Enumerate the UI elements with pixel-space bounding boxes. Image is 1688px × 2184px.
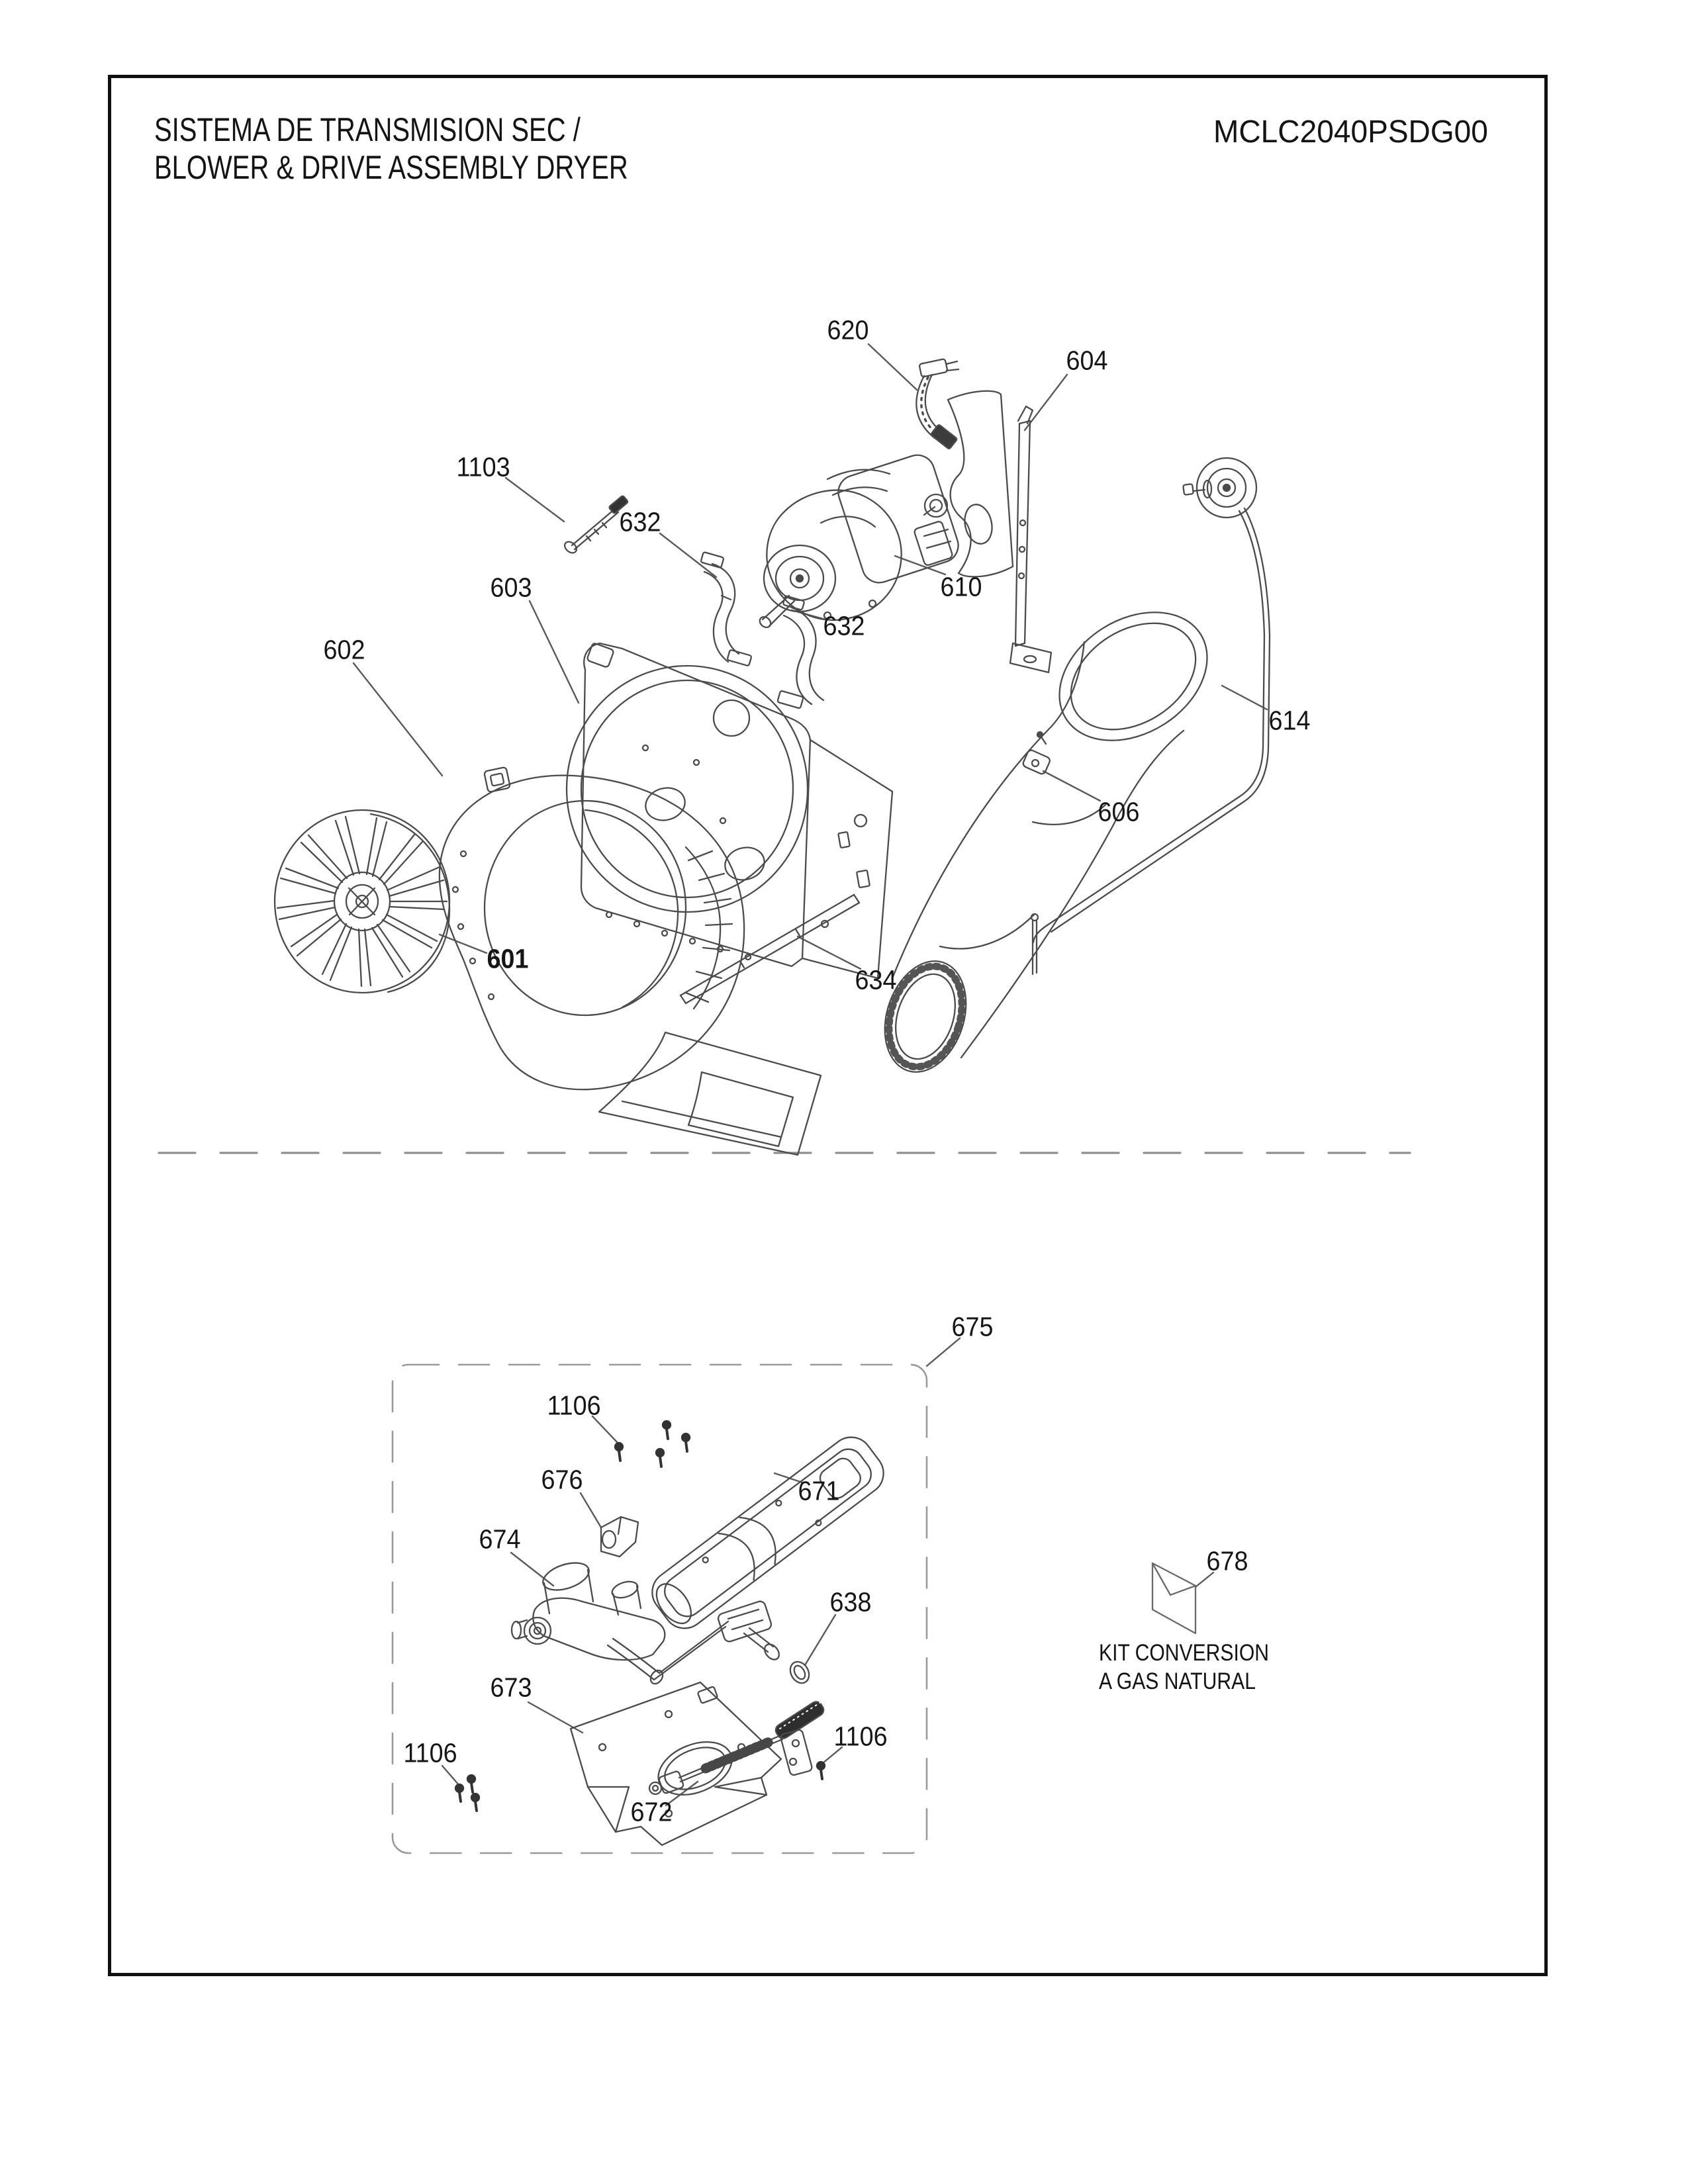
- clamp-632-right: [777, 596, 823, 708]
- gas-valve-674: [512, 1558, 782, 1686]
- screw-1106-right: [817, 1762, 825, 1779]
- bulkhead-plate-603: [567, 643, 892, 978]
- callout-671: 671: [798, 1475, 840, 1506]
- callout-606: 606: [1098, 796, 1140, 827]
- callout-1106-b: 1106: [403, 1737, 457, 1768]
- callout-1103: 1103: [456, 451, 510, 482]
- callout-603: 603: [490, 572, 532, 603]
- model-number: MCLC2040PSDG00: [1213, 114, 1488, 150]
- callout-632-a: 632: [619, 506, 661, 537]
- kit-conversion-note: [1099, 1639, 1269, 1696]
- nozzle-676: [601, 1517, 638, 1557]
- blower-wheel-601: [275, 810, 449, 993]
- callout-632-b: 632: [823, 610, 865, 641]
- burner-bracket-673: [571, 1682, 781, 1845]
- kit-note-line2: A GAS NATURAL: [1099, 1668, 1256, 1694]
- screws-1106-left: [455, 1775, 479, 1811]
- callout-614: 614: [1268, 705, 1311, 736]
- screws-1106-top: [615, 1421, 690, 1467]
- page-title-line1: SISTEMA DE TRANSMISION SEC /: [154, 111, 581, 148]
- wire-harness-620: [916, 359, 959, 449]
- callout-601: 601: [487, 943, 529, 974]
- idler-assembly-614: [1031, 458, 1270, 974]
- callout-674: 674: [479, 1524, 521, 1555]
- callout-1106-a: 1106: [547, 1390, 601, 1421]
- clamp-632-left: [700, 552, 751, 666]
- callout-678: 678: [1206, 1545, 1248, 1576]
- callout-634: 634: [855, 964, 897, 995]
- page-title-line2: BLOWER & DRIVE ASSEMBLY DRYER: [154, 149, 628, 186]
- callout-602: 602: [323, 634, 365, 665]
- leader-lines: [353, 344, 1270, 1805]
- callout-1106-c: 1106: [833, 1721, 888, 1752]
- callout-620: 620: [827, 314, 869, 345]
- motor-bracket-604: [948, 391, 1051, 672]
- callout-638: 638: [829, 1586, 872, 1617]
- callout-676: 676: [541, 1464, 583, 1495]
- conversion-kit-678: [1152, 1563, 1196, 1633]
- motor-assembly-610: [758, 451, 963, 629]
- exhaust-duct-606: [871, 586, 1231, 1082]
- callout-610: 610: [940, 571, 982, 602]
- kit-note-line1: KIT CONVERSION: [1099, 1640, 1270, 1666]
- o-ring-638: [786, 1659, 813, 1686]
- screw-1103: [563, 495, 628, 555]
- page-title: [154, 111, 628, 187]
- callout-675: 675: [951, 1311, 994, 1342]
- callout-672: 672: [630, 1796, 673, 1827]
- callout-673: 673: [490, 1672, 532, 1703]
- callout-604: 604: [1066, 345, 1108, 376]
